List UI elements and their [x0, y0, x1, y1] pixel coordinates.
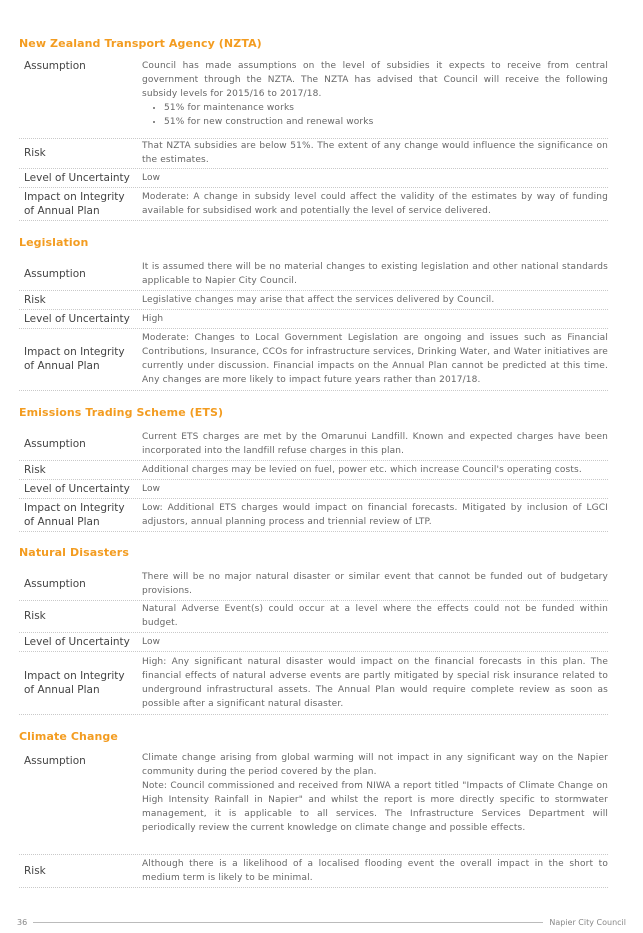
page-footer [17, 917, 626, 927]
row-nzta-impact [19, 187, 608, 221]
row-value: Moderate: A change in subsidy level could affect the validity of the estimates by way of funding available for subsidised work and potentially the level of service delivered. [142, 191, 608, 216]
row-label: Level of Uncertainty [24, 312, 130, 325]
row-legislation-uncertainty [19, 309, 608, 329]
row-label: Level of Uncertainty [24, 482, 130, 495]
section-title-nzta: New Zealand Transport Agency (NZTA) [19, 37, 262, 50]
section-title-legislation: Legislation [19, 236, 89, 249]
row-label: Assumption [24, 577, 86, 590]
row-label: Risk [24, 463, 46, 476]
row-label: Assumption [24, 60, 86, 72]
row-climate-risk [19, 854, 608, 888]
row-legislation-risk [19, 290, 608, 310]
row-label: Impact on Integrity of Annual Plan [24, 346, 125, 372]
row-label: Assumption [24, 267, 86, 280]
row-label: Risk [24, 293, 46, 306]
row-value: Current ETS charges are met by the Omarunui Landfill. Known and expected charges have been incorporated into the landfill refuse charges in this plan. [142, 431, 608, 456]
row-ets-impact [19, 498, 608, 532]
row-natural-risk [19, 600, 608, 633]
row-climate-assumption [19, 751, 608, 855]
row-nzta-assumption [19, 59, 608, 139]
section-title-ets: Emissions Trading Scheme (ETS) [19, 406, 224, 419]
row-value: Moderate: Changes to Local Government Legislation are ongoing and issues such as Financial Contributions, Insurance, CCOs for infrastructure services, Drinking Water, and Water initiatives are currently under discussion. Financial impacts on the Annual Plan cannot be predicted at this time. Any changes are more likely to impact future years rather than 2017/18. [142, 333, 608, 385]
row-label: Risk [24, 610, 46, 622]
row-text: Council has made assumptions on the level of subsidies it expects to receive from central government through the NZTA. The NZTA has advised that Council will receive the following subsidy levels for 2015/16 to 2017/18. [142, 61, 608, 99]
row-ets-uncertainty [19, 479, 608, 499]
row-label: Risk [24, 147, 46, 159]
row-natural-assumption [19, 567, 608, 601]
row-value: Low [142, 636, 161, 647]
list-item: • 51% for new construction and renewal works [164, 115, 608, 129]
list-item: • 51% for maintenance works [164, 101, 608, 115]
row-natural-impact [19, 651, 608, 715]
row-value: High: Any significant natural disaster would impact on the financial forecasts in this plan. The financial effects of natural adverse events are partly mitigated by special risk insurance related to underground infrastructural assets. The Annual Plan would require complete review as soon as possible after a significant natural disaster. [142, 656, 608, 709]
row-legislation-impact [19, 328, 608, 391]
row-legislation-assumption [19, 257, 608, 291]
row-value [138, 751, 608, 835]
row-label: Level of Uncertainty [24, 171, 130, 184]
row-label: Level of Uncertainty [24, 635, 130, 648]
row-ets-assumption [19, 427, 608, 461]
row-value: It is assumed there will be no material changes to existing legislation and other national standards applicable to Napier City Council. [142, 261, 608, 286]
row-value: Low [142, 483, 161, 494]
row-text: Climate change arising from global warming will not impact in any significant way on the Napier community during the period covered by the plan. [142, 753, 608, 777]
section-title-climate-change: Climate Change [19, 730, 118, 743]
row-value: There will be no major natural disaster or similar event that cannot be funded out of budgetary provisions. [142, 571, 608, 596]
row-label: Impact on Integrity of Annual Plan [24, 501, 125, 528]
row-value: Legislative changes may arise that affect the services delivered by Council. [142, 294, 495, 305]
row-value: Natural Adverse Event(s) could occur at a level where the effects could not be funded within budget. [142, 604, 608, 628]
row-label: Assumption [24, 755, 86, 767]
footer-rule [33, 922, 543, 923]
row-value: Additional charges may be levied on fuel, power etc. which increase Council's operating costs. [142, 464, 582, 475]
subsidy-list [142, 101, 608, 129]
row-value: That NZTA subsidies are below 51%. The extent of any change would influence the significance on the estimates. [142, 141, 608, 165]
footer-organisation: Napier City Council [549, 917, 626, 927]
row-value: Low: Additional ETS charges would impact on financial forecasts. Mitigated by inclusion of LGCI adjustors, annual planning process and triennial review of LTP. [142, 502, 608, 527]
row-value [138, 59, 608, 129]
row-nzta-uncertainty [19, 168, 608, 188]
row-label: Risk [24, 864, 46, 877]
row-ets-risk [19, 460, 608, 480]
row-value: Although there is a likelihood of a localised flooding event the overall impact in the short to medium term is likely to be minimal. [142, 858, 608, 883]
row-label: Impact on Integrity of Annual Plan [24, 190, 125, 217]
page-number: 36 [17, 917, 28, 927]
row-value: Low [142, 172, 161, 183]
row-note: Note: Council commissioned and received from NIWA a report titled "Impacts of Climate Change on High Intensity Rainfall in Napier" and whilst the report is more directly specific to stormwater management, it is applicable to all services. The Infrastructure Services Department will periodically review the current knowledge on climate change and possible effects. [142, 781, 608, 833]
row-nzta-risk [19, 138, 608, 169]
row-value: High [142, 313, 164, 324]
row-label: Assumption [24, 437, 86, 450]
row-label: Impact on Integrity of Annual Plan [24, 669, 125, 696]
row-natural-uncertainty [19, 632, 608, 652]
section-title-natural-disasters: Natural Disasters [19, 546, 129, 559]
